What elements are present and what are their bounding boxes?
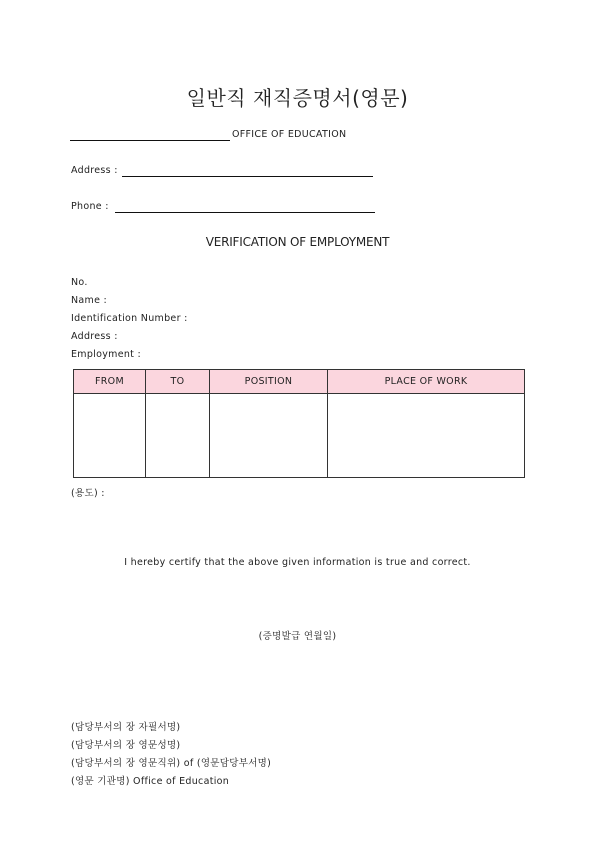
- signature-line-3: (담당부서의 장 영문직위) of (영문담당부서명): [71, 758, 272, 769]
- header-from: FROM: [74, 370, 146, 394]
- employment-table: [73, 369, 525, 478]
- field-no: No.: [71, 277, 88, 288]
- field-address: Address :: [71, 331, 118, 342]
- table-header-row: [74, 370, 525, 394]
- cell-from[interactable]: [74, 394, 146, 478]
- table-row: [74, 394, 525, 478]
- address-line: [122, 176, 373, 177]
- header-to: TO: [146, 370, 210, 394]
- cell-to[interactable]: [146, 394, 210, 478]
- cell-place-of-work[interactable]: [328, 394, 525, 478]
- address-label: Address :: [71, 165, 118, 176]
- cell-position[interactable]: [210, 394, 328, 478]
- field-identification-number: Identification Number :: [71, 313, 188, 324]
- phone-label: Phone :: [71, 201, 109, 212]
- field-employment: Employment :: [71, 349, 142, 360]
- field-name: Name :: [71, 295, 108, 306]
- signature-line-1: (담당부서의 장 자필서명): [71, 722, 181, 733]
- certify-statement: I hereby certify that the above given information is true and correct.: [124, 557, 471, 568]
- header-place-of-work: PLACE OF WORK: [328, 370, 525, 394]
- signature-line-2: (담당부서의 장 영문성명): [71, 740, 181, 751]
- issue-date: (증명발급 연월일): [258, 631, 337, 642]
- office-name-blank: [70, 140, 230, 141]
- verification-subtitle: VERIFICATION OF EMPLOYMENT: [205, 235, 390, 249]
- signature-line-4: (영문 기관명) Office of Education: [71, 776, 230, 787]
- phone-line: [115, 212, 375, 213]
- header-position: POSITION: [210, 370, 328, 394]
- office-of-education-label: OFFICE OF EDUCATION: [232, 129, 347, 140]
- purpose-label: (용도) :: [71, 488, 105, 499]
- document-title: 일반직 재직증명서(영문): [186, 86, 409, 110]
